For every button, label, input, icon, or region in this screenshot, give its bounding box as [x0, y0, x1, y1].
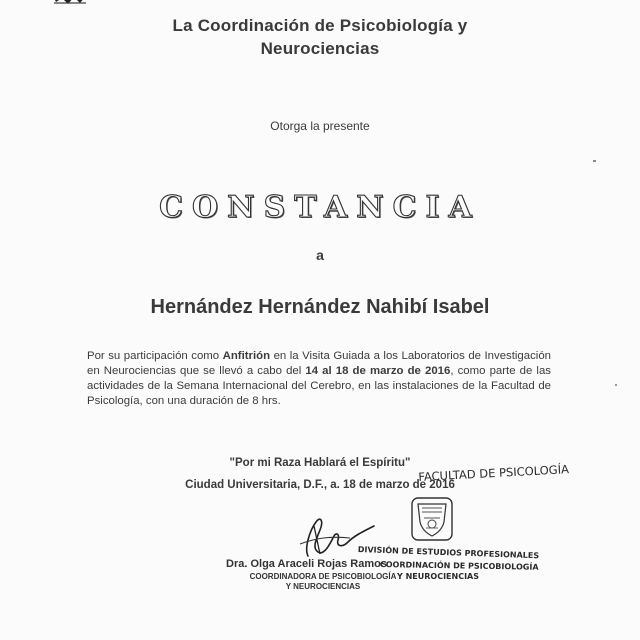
body-part-2: en la Visita Guiada a los Laboratorios de Investigación en Neurociencias que se llevó a cabo del [87, 350, 551, 377]
place-and-date: Ciudad Universitaria, D.F., a. 18 de marzo de 2016 [185, 479, 455, 491]
signatory-role-line1: COORDINADORA DE PSICOBIOLOGÍA [249, 572, 397, 581]
org-name-line2: Neurociencias [260, 39, 380, 58]
stamp-line-faculty: FACULTAD DE PSICOLOGÍA [418, 462, 570, 484]
stamp-line-coordination: COORDINACIÓN DE PSICOBIOLOGÍA [379, 560, 539, 572]
recipient-preposition: a [316, 247, 324, 263]
certificate-title: CONSTANCIA [159, 190, 481, 225]
recipient-name: Hernández Hernández Nahibí Isabel [150, 296, 490, 318]
stamp-line-division: DIVISIÓN DE ESTUDIOS PROFESIONALES [357, 545, 540, 561]
stamp-line-neuro: Y NEUROCIENCIAS [397, 572, 480, 581]
signatory-role-line2: Y NEUROCIENCIAS [285, 582, 361, 591]
grant-text: Otorga la presente [270, 119, 370, 133]
body-dates: 14 al 18 de marzo de 2016 [305, 365, 451, 377]
university-seal-icon [404, 492, 460, 548]
org-name-line1: La Coordinación de Psicobiología y [172, 16, 468, 35]
body-part-1: Por su participación como [87, 350, 223, 362]
motto: "Por mi Raza Hablará el Espíritu" [229, 457, 411, 469]
certificate-body [87, 349, 551, 409]
institution-logo-icon [50, 0, 90, 8]
scan-speck [593, 160, 596, 162]
body-role: Anfitrión [222, 350, 271, 362]
signatory-name: Dra. Olga Araceli Rojas Ramos [226, 558, 387, 570]
body-part-3: , como parte de las actividades de la Semana Internacional del Cerebro, en las instalaciones de la Facultad de Psicología, con una duración de 8 hrs. [87, 365, 551, 407]
scan-speck [615, 384, 617, 386]
